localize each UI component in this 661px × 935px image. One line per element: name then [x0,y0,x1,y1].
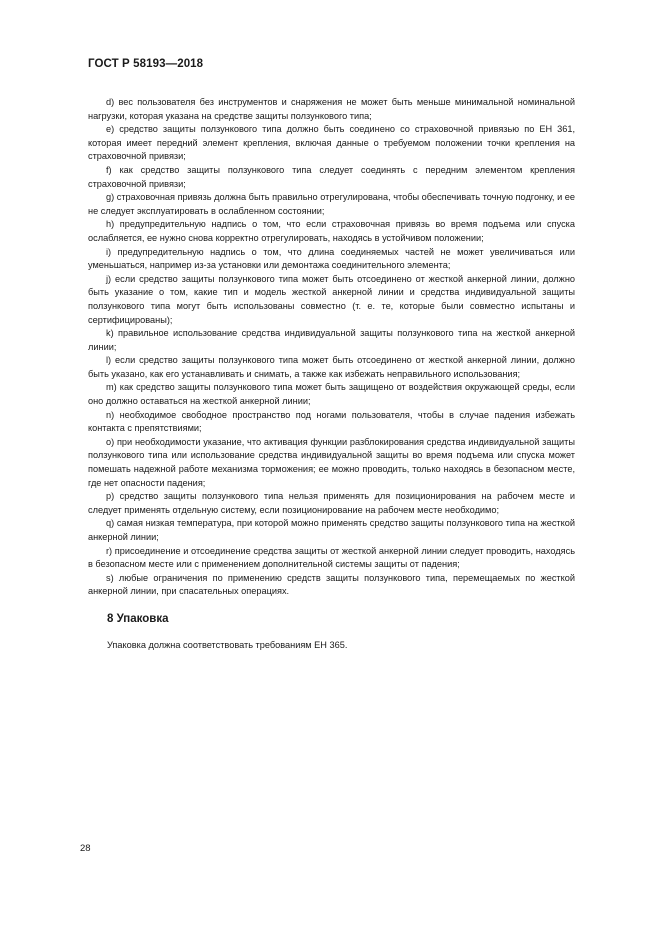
list-item-f: f) как средство защиты ползункового типа следует соединять с передним элементом крепления страховочной привязи; [88,164,575,189]
list-item-j: j) если средство защиты ползункового типа может быть отсоединено от жесткой анкерной линии, должно быть указание о том, какие тип и модель жесткой анкерной линии и средства индивидуальной защиты ползункового типа могут быть использованы совместно (т. е. те, которые были совместно испытаны и сертифицированы); [88,273,575,325]
list-item-m: m) как средство защиты ползункового типа может быть защищено от воздействия окружающей среды, если оно должно оставаться на жесткой анкерной линии; [88,382,575,407]
list-item-r: r) присоединение и отсоединение средства защиты от жесткой анкерной линии следует проводить, находясь в безопасном месте или с применением дополнительной системы защиты от падения; [88,545,575,570]
list-item-e: e) средство защиты ползункового типа должно быть соединено со страховочной привязью по ЕН 361, которая имеет передний элемент крепления, включая данные о требуемом положении точки крепления на страховочной привязи; [88,124,575,162]
list-item-l: l) если средство защиты ползункового типа может быть отсоединено от жесткой анкерной линии, должно быть указано, как его устанавливать и снимать, а также как избежать неправильного использования; [88,355,575,379]
document-header: ГОСТ Р 58193—2018 [88,58,204,70]
list-item-h: h) предупредительную надпись о том, что если страховочная привязь во время подъема или спуска ослабляется, ее нужно снова корректно отрегулировать, находясь в устойчивом положении; [88,219,575,243]
list-item-g: g) страховочная привязь должна быть правильно отрегулирована, чтобы обеспечивать точную подгонку, и ее не следует эксплуатировать в ослабленном состоянии; [88,192,575,216]
list-item-s: s) любые ограничения по применению средств защиты ползункового типа, перемещаемых по жесткой анкерной линии, при спасательных операциях. [88,572,575,597]
section-text: Упаковка должна соответствовать требованиям ЕН 365. [107,640,348,650]
requirements-list [88,96,575,599]
list-item-q: q) самая низкая температура, при которой можно применять средство защиты ползункового типа на жесткой анкерной линии; [88,518,575,542]
list-item-d: d) вес пользователя без инструментов и снаряжения не может быть меньше минимальной номинальной нагрузки, которая указана на средстве защиты ползункового типа; [88,97,575,121]
list-item-n: n) необходимое свободное пространство под ногами пользователя, чтобы в случае падения избежать контакта с препятствиями; [88,409,575,434]
list-item-i: i) предупредительную надпись о том, что длина соединяемых частей не может увеличиваться или уменьшаться, например из-за установки или демонтажа соединительного элемента; [88,246,575,271]
page-number: 28 [80,843,91,854]
section-title: 8 Упаковка [107,613,169,625]
list-item-k: k) правильное использование средства индивидуальной защиты ползункового типа на жесткой анкерной линии; [88,328,575,352]
list-item-o: o) при необходимости указание, что активация функции разблокирования средства индивидуальной защиты ползункового типа или использование средства индивидуальной защиты во время подъема или спуска может помешать надежной работе механизма торможения; ее можно проводить, только находясь в безопасном месте, где нет опасности падения; [88,436,575,488]
list-item-p: p) средство защиты ползункового типа нельзя применять для позиционирования на рабочем месте и следует применять отдельную систему, если позиционирование на рабочем месте необходимо; [88,491,575,515]
